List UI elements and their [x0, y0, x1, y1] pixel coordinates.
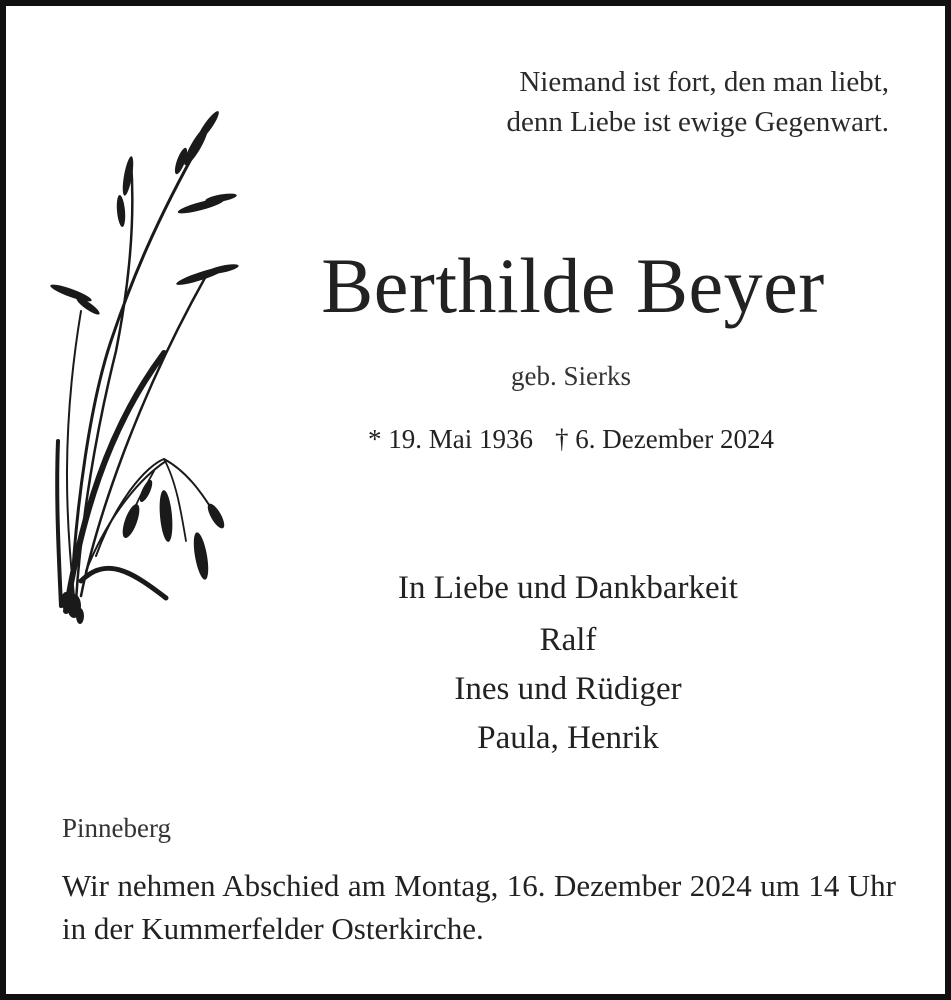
maiden-name: geb. Sierks [511, 361, 631, 391]
family-member: Paula, Henrik [477, 720, 659, 756]
place-name: Pinneberg [62, 813, 171, 843]
birth-date: * 19. Mai 1936 [368, 424, 534, 454]
family-member: Ines und Rüdiger [454, 671, 682, 707]
memorial-quote [507, 62, 890, 142]
life-dates [316, 421, 826, 457]
deceased-name: Berthilde Beyer [321, 242, 825, 329]
death-date: † 6. Dezember 2024 [555, 424, 774, 454]
quote-line-2: denn Liebe ist ewige Gegenwart. [506, 106, 889, 138]
grass-sprig-icon [36, 101, 256, 631]
farewell-notice: Wir nehmen Abschied am Montag, 16. Dezember 2024 um 14 Uhr in der Kummerfelder Osterkirche. [62, 868, 896, 946]
family-member: Ralf [539, 622, 597, 658]
quote-line-1: Niemand ist fort, den man liebt, [519, 66, 889, 98]
family-intro: In Liebe und Dankbarkeit [398, 570, 738, 606]
family-signature [318, 566, 818, 763]
